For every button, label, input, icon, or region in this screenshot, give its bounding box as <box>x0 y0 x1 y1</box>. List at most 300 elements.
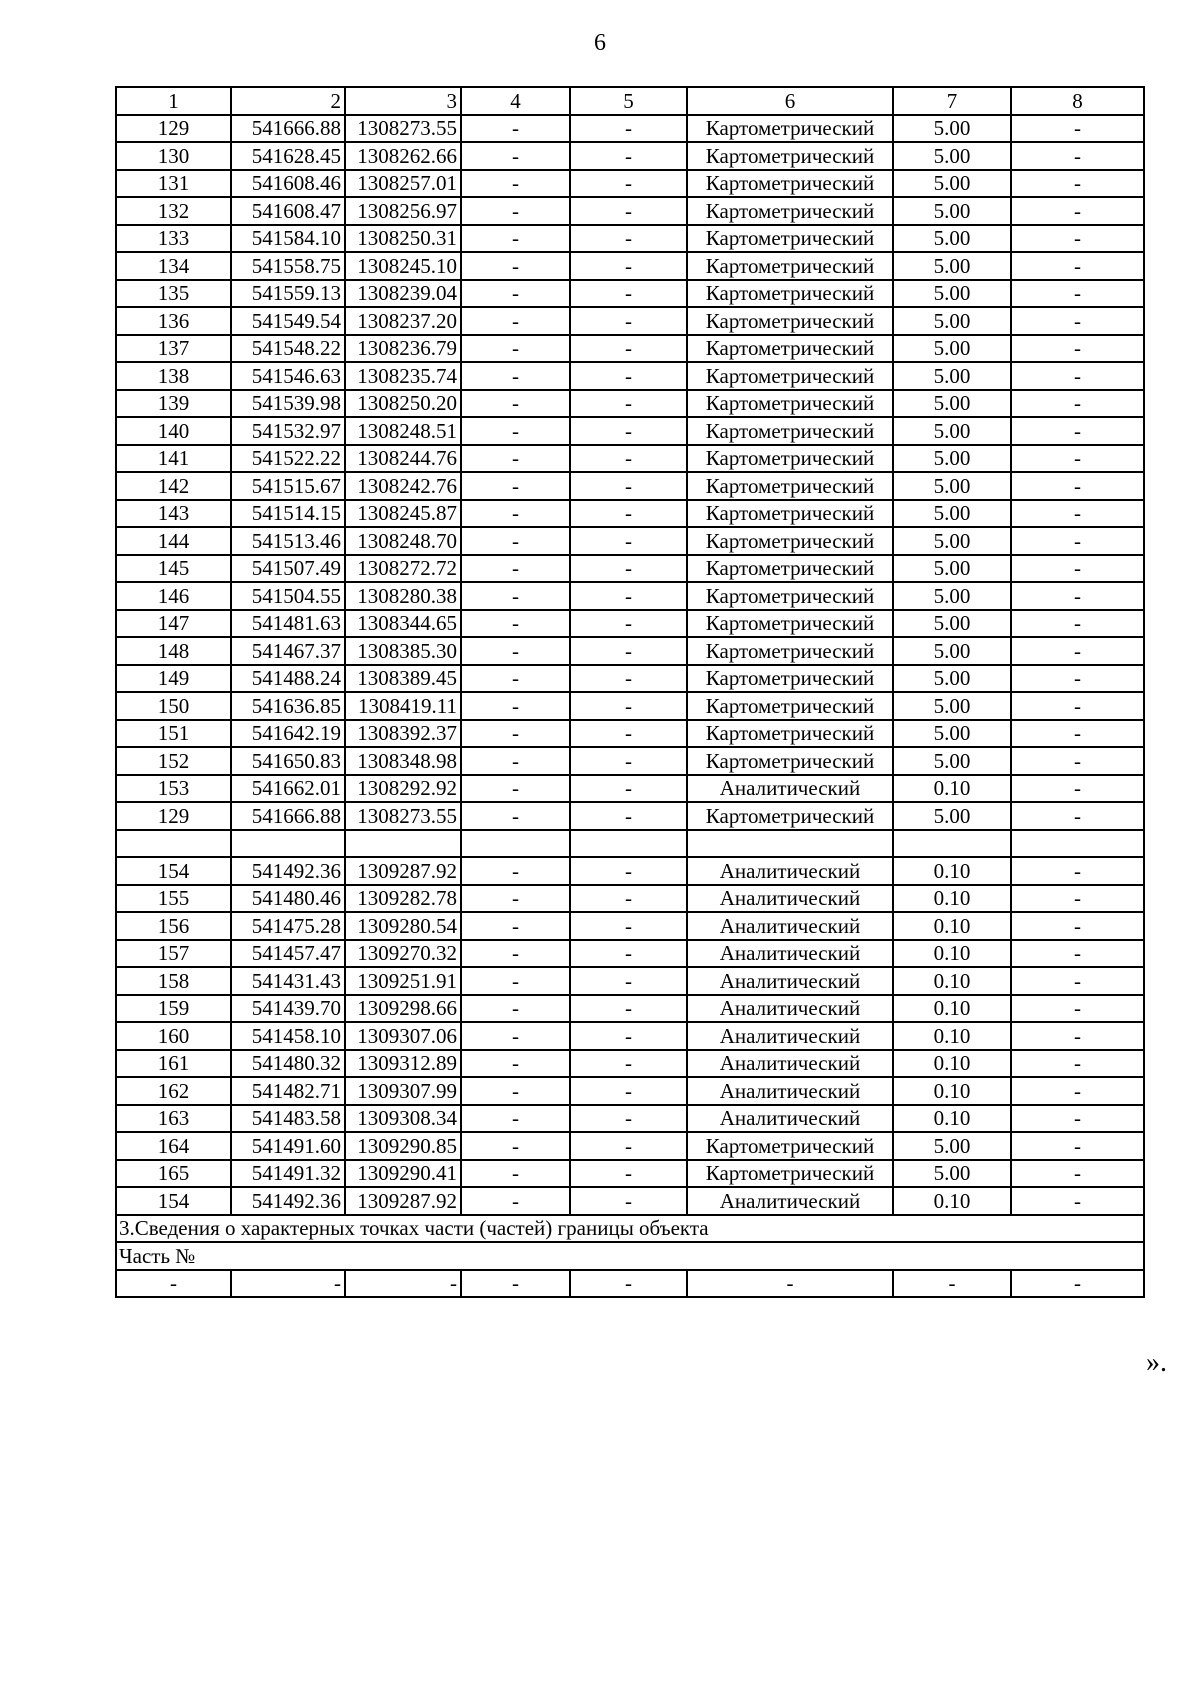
table-cell-col-8: - <box>1011 1077 1144 1105</box>
table-cell-col-6: Аналитический <box>687 775 893 803</box>
table-cell-col-2: 541532.97 <box>231 417 345 445</box>
table-cell-col-7: 5.00 <box>893 280 1011 308</box>
table-cell-col-3: 1308248.70 <box>345 527 461 555</box>
empty-cell <box>687 830 893 858</box>
table-cell-col-3: 1308280.38 <box>345 582 461 610</box>
table-cell-col-5: - <box>570 500 687 528</box>
empty-cell <box>461 830 570 858</box>
table-cell-col-2: 541522.22 <box>231 445 345 473</box>
section-3-title-row <box>116 1215 1144 1243</box>
table-cell-col-7: - <box>893 1270 1011 1298</box>
table-cell-col-8: - <box>1011 802 1144 830</box>
table-cell-col-1: 157 <box>116 940 231 968</box>
table-cell-col-2: 541480.46 <box>231 885 345 913</box>
table-cell-col-6: Картометрический <box>687 802 893 830</box>
table-cell-col-1: 155 <box>116 885 231 913</box>
table-cell-col-8: - <box>1011 225 1144 253</box>
table-cell-col-5: - <box>570 1050 687 1078</box>
table-cell-col-3: 1309280.54 <box>345 912 461 940</box>
table-cell-col-5: - <box>570 720 687 748</box>
table-cell-col-8: - <box>1011 912 1144 940</box>
table-cell-col-7: 5.00 <box>893 1132 1011 1160</box>
table-cell-col-1: 154 <box>116 1187 231 1215</box>
table-cell-col-6: Аналитический <box>687 1050 893 1078</box>
table-cell-col-4: - <box>461 1077 570 1105</box>
table-cell-col-5: - <box>570 885 687 913</box>
table-cell-col-8: - <box>1011 1270 1144 1298</box>
table-cell-col-4: - <box>461 610 570 638</box>
table-cell-col-7: 5.00 <box>893 582 1011 610</box>
table-cell-col-1: 129 <box>116 802 231 830</box>
table-cell-col-4: - <box>461 252 570 280</box>
table-cell-col-3: 3 <box>345 87 461 115</box>
table-cell-col-6: Картометрический <box>687 472 893 500</box>
table-cell-col-2: 541439.70 <box>231 995 345 1023</box>
table-cell-col-8: - <box>1011 775 1144 803</box>
table-cell-col-6: Картометрический <box>687 1132 893 1160</box>
table-cell-col-8: - <box>1011 527 1144 555</box>
table-cell-col-1: 145 <box>116 555 231 583</box>
table-cell-col-4: - <box>461 445 570 473</box>
table-cell-col-8: - <box>1011 500 1144 528</box>
table-cell-col-2: 541492.36 <box>231 857 345 885</box>
table-cell-col-8: - <box>1011 995 1144 1023</box>
table-cell-col-5: - <box>570 802 687 830</box>
table-cell-col-1: 146 <box>116 582 231 610</box>
table-cell-col-7: 5.00 <box>893 225 1011 253</box>
table-cell-col-4: - <box>461 775 570 803</box>
table-cell-col-3: 1308244.76 <box>345 445 461 473</box>
table-row <box>116 252 1144 280</box>
table-cell-col-2: 541483.58 <box>231 1105 345 1133</box>
table-cell-col-4: - <box>461 307 570 335</box>
table-cell-col-5: - <box>570 417 687 445</box>
empty-cell <box>570 830 687 858</box>
table-cell-col-1: 144 <box>116 527 231 555</box>
table-cell-col-3: 1308257.01 <box>345 170 461 198</box>
empty-cell <box>1011 830 1144 858</box>
table-row <box>116 940 1144 968</box>
table-cell-col-5: - <box>570 637 687 665</box>
table-cell-col-7: 0.10 <box>893 857 1011 885</box>
table-cell-col-7: 0.10 <box>893 940 1011 968</box>
table-cell-col-3: 1309308.34 <box>345 1105 461 1133</box>
table-cell-col-2: 541584.10 <box>231 225 345 253</box>
table-cell-col-6: Картометрический <box>687 170 893 198</box>
table-cell-col-4: - <box>461 1050 570 1078</box>
table-cell-col-6: Аналитический <box>687 1022 893 1050</box>
table-cell-col-7: 5.00 <box>893 142 1011 170</box>
table-cell-col-6: Аналитический <box>687 967 893 995</box>
closing-quote-mark: ». <box>1146 1347 1167 1378</box>
boundary-points-table-wrapper <box>115 86 1145 1298</box>
table-cell-col-4: - <box>461 170 570 198</box>
table-cell-col-6: 6 <box>687 87 893 115</box>
table-cell-col-2: 541549.54 <box>231 307 345 335</box>
table-cell-col-5: - <box>570 967 687 995</box>
table-cell-col-1: 132 <box>116 197 231 225</box>
table-cell-col-4: - <box>461 555 570 583</box>
table-cell-col-8: - <box>1011 967 1144 995</box>
table-cell-col-3: - <box>345 1270 461 1298</box>
table-cell-col-1: 150 <box>116 692 231 720</box>
table-cell-col-4: - <box>461 527 570 555</box>
table-cell-col-3: 1309290.41 <box>345 1160 461 1188</box>
table-cell-col-6: - <box>687 1270 893 1298</box>
table-cell-col-2: 2 <box>231 87 345 115</box>
table-row <box>116 912 1144 940</box>
table-cell-col-5: - <box>570 1270 687 1298</box>
table-cell-col-1: 161 <box>116 1050 231 1078</box>
table-cell-col-6: Картометрический <box>687 417 893 445</box>
table-row <box>116 747 1144 775</box>
table-cell-col-4: - <box>461 1132 570 1160</box>
table-cell-col-3: 1308250.20 <box>345 390 461 418</box>
table-cell-col-8: - <box>1011 252 1144 280</box>
table-cell-col-1: 151 <box>116 720 231 748</box>
table-cell-col-7: 5.00 <box>893 720 1011 748</box>
table-cell-col-1: 149 <box>116 665 231 693</box>
table-cell-col-3: 1309307.06 <box>345 1022 461 1050</box>
table-cell-col-3: 1308256.97 <box>345 197 461 225</box>
table-cell-col-8: - <box>1011 280 1144 308</box>
table-cell-col-3: 1308245.87 <box>345 500 461 528</box>
table-cell-col-5: - <box>570 1187 687 1215</box>
table-cell-col-4: - <box>461 940 570 968</box>
table-cell-col-7: 5.00 <box>893 555 1011 583</box>
table-cell-col-7: 0.10 <box>893 967 1011 995</box>
table-cell-col-5: - <box>570 1022 687 1050</box>
table-cell-col-2: 541507.49 <box>231 555 345 583</box>
table-cell-col-6: Картометрический <box>687 225 893 253</box>
table-cell-col-3: 1308292.92 <box>345 775 461 803</box>
table-cell-col-6: Картометрический <box>687 307 893 335</box>
table-cell-col-8: - <box>1011 362 1144 390</box>
table-cell-col-6: Картометрический <box>687 1160 893 1188</box>
table-row <box>116 885 1144 913</box>
empty-cell <box>116 830 231 858</box>
table-cell-col-2: 541488.24 <box>231 665 345 693</box>
table-cell-col-3: 1309312.89 <box>345 1050 461 1078</box>
table-cell-col-2: 541642.19 <box>231 720 345 748</box>
table-cell-col-6: Картометрический <box>687 142 893 170</box>
table-cell-col-2: 541431.43 <box>231 967 345 995</box>
empty-cell <box>893 830 1011 858</box>
table-row <box>116 170 1144 198</box>
table-cell-col-2: 541548.22 <box>231 335 345 363</box>
table-cell-col-4: 4 <box>461 87 570 115</box>
table-cell-col-8: - <box>1011 1160 1144 1188</box>
table-cell-col-6: Картометрический <box>687 362 893 390</box>
table-cell-col-6: Картометрический <box>687 720 893 748</box>
table-cell-col-5: - <box>570 857 687 885</box>
table-cell-col-2: 541480.32 <box>231 1050 345 1078</box>
table-cell-col-3: 1308419.11 <box>345 692 461 720</box>
table-cell-col-3: 1308248.51 <box>345 417 461 445</box>
table-cell-col-3: 1308262.66 <box>345 142 461 170</box>
table-row <box>116 335 1144 363</box>
table-cell-col-2: 541467.37 <box>231 637 345 665</box>
table-cell-col-4: - <box>461 362 570 390</box>
table-cell-col-8: - <box>1011 445 1144 473</box>
empty-cell <box>345 830 461 858</box>
table-cell-col-5: - <box>570 280 687 308</box>
table-cell-col-8: - <box>1011 665 1144 693</box>
table-cell-col-2: 541546.63 <box>231 362 345 390</box>
table-cell-col-3: 1309282.78 <box>345 885 461 913</box>
table-cell-col-6: Картометрический <box>687 197 893 225</box>
table-cell-col-1: 164 <box>116 1132 231 1160</box>
table-cell-col-7: 5.00 <box>893 335 1011 363</box>
table-cell-col-5: - <box>570 940 687 968</box>
table-cell-col-7: 5.00 <box>893 802 1011 830</box>
table-cell-col-6: Картометрический <box>687 445 893 473</box>
table-cell-col-4: - <box>461 472 570 500</box>
table-cell-col-1: 139 <box>116 390 231 418</box>
table-cell-col-5: - <box>570 912 687 940</box>
table-cell-col-6: Аналитический <box>687 1187 893 1215</box>
table-cell-col-8: - <box>1011 1105 1144 1133</box>
table-cell-col-6: Картометрический <box>687 280 893 308</box>
table-cell-col-7: 5.00 <box>893 170 1011 198</box>
table-cell-col-8: - <box>1011 720 1144 748</box>
table-cell-col-8: - <box>1011 115 1144 143</box>
table-cell-col-6: Картометрический <box>687 582 893 610</box>
table-cell-col-2: 541513.46 <box>231 527 345 555</box>
table-cell-col-4: - <box>461 720 570 748</box>
table-cell-col-6: Картометрический <box>687 747 893 775</box>
table-cell-col-1: 162 <box>116 1077 231 1105</box>
table-cell-col-5: - <box>570 197 687 225</box>
table-row <box>116 1022 1144 1050</box>
table-cell-col-4: - <box>461 1105 570 1133</box>
table-cell-col-1: 147 <box>116 610 231 638</box>
table-cell-col-8: - <box>1011 1132 1144 1160</box>
table-cell-col-4: - <box>461 857 570 885</box>
table-cell-col-2: 541458.10 <box>231 1022 345 1050</box>
table-cell-col-8: - <box>1011 390 1144 418</box>
separator-row <box>116 830 1144 858</box>
table-cell-col-5: - <box>570 555 687 583</box>
table-row <box>116 1132 1144 1160</box>
table-row <box>116 720 1144 748</box>
table-cell-col-2: 541636.85 <box>231 692 345 720</box>
table-row <box>116 390 1144 418</box>
table-cell-col-5: - <box>570 1105 687 1133</box>
table-row <box>116 1160 1144 1188</box>
table-cell-col-2: 541559.13 <box>231 280 345 308</box>
table-row <box>116 775 1144 803</box>
empty-cell <box>231 830 345 858</box>
table-cell-col-6: Картометрический <box>687 390 893 418</box>
table-cell-col-8: - <box>1011 142 1144 170</box>
table-cell-col-3: 1308272.72 <box>345 555 461 583</box>
table-cell-col-5: - <box>570 610 687 638</box>
table-cell-col-8: - <box>1011 747 1144 775</box>
table-cell-col-5: - <box>570 390 687 418</box>
table-cell-col-5: - <box>570 445 687 473</box>
table-cell-col-6: Аналитический <box>687 1105 893 1133</box>
table-cell-col-4: - <box>461 802 570 830</box>
table-cell-col-2: 541558.75 <box>231 252 345 280</box>
table-cell-col-7: 0.10 <box>893 775 1011 803</box>
table-cell-col-2: 541628.45 <box>231 142 345 170</box>
table-cell-col-7: 5.00 <box>893 692 1011 720</box>
table-cell-col-3: 1308245.10 <box>345 252 461 280</box>
table-row <box>116 1077 1144 1105</box>
table-row <box>116 1105 1144 1133</box>
table-cell-col-4: - <box>461 637 570 665</box>
table-cell-col-6: Картометрический <box>687 335 893 363</box>
table-cell-col-3: 1308273.55 <box>345 115 461 143</box>
table-cell-col-5: - <box>570 995 687 1023</box>
table-cell-col-4: - <box>461 1270 570 1298</box>
table-cell-col-4: - <box>461 747 570 775</box>
table-cell-col-1: 143 <box>116 500 231 528</box>
table-cell-col-1: 148 <box>116 637 231 665</box>
table-cell-col-5: - <box>570 1132 687 1160</box>
table-cell-col-8: - <box>1011 610 1144 638</box>
table-cell-col-5: - <box>570 472 687 500</box>
table-row <box>116 555 1144 583</box>
table-cell-col-1: 134 <box>116 252 231 280</box>
table-row <box>116 142 1144 170</box>
table-cell-col-2: 541492.36 <box>231 1187 345 1215</box>
table-cell-col-3: 1308273.55 <box>345 802 461 830</box>
table-cell-col-4: - <box>461 912 570 940</box>
table-cell-col-2: 541650.83 <box>231 747 345 775</box>
table-row <box>116 445 1144 473</box>
part-row <box>116 1270 1144 1298</box>
table-cell-col-1: 163 <box>116 1105 231 1133</box>
table-cell-col-4: - <box>461 335 570 363</box>
table-cell-col-2: 541475.28 <box>231 912 345 940</box>
table-cell-col-4: - <box>461 390 570 418</box>
table-cell-col-7: 5.00 <box>893 197 1011 225</box>
table-cell-col-3: 1309287.92 <box>345 1187 461 1215</box>
table-cell-col-8: - <box>1011 637 1144 665</box>
table-row <box>116 692 1144 720</box>
table-cell-col-7: 5.00 <box>893 417 1011 445</box>
table-cell-col-1: 131 <box>116 170 231 198</box>
table-cell-col-3: 1308242.76 <box>345 472 461 500</box>
table-cell-col-2: 541666.88 <box>231 115 345 143</box>
table-cell-col-4: - <box>461 1022 570 1050</box>
table-cell-col-4: - <box>461 967 570 995</box>
table-cell-col-1: 158 <box>116 967 231 995</box>
table-cell-col-5: - <box>570 142 687 170</box>
table-cell-col-2: 541481.63 <box>231 610 345 638</box>
table-cell-col-3: 1308392.37 <box>345 720 461 748</box>
table-row <box>116 582 1144 610</box>
table-cell-col-1: 156 <box>116 912 231 940</box>
table-cell-col-6: Аналитический <box>687 1077 893 1105</box>
table-row <box>116 995 1144 1023</box>
table-cell-col-7: 5.00 <box>893 747 1011 775</box>
table-cell-col-3: 1309251.91 <box>345 967 461 995</box>
table-cell-col-5: - <box>570 665 687 693</box>
table-cell-col-7: 5.00 <box>893 637 1011 665</box>
table-row <box>116 307 1144 335</box>
table-row <box>116 802 1144 830</box>
table-row <box>116 1050 1144 1078</box>
table-cell-col-7: 5.00 <box>893 390 1011 418</box>
table-cell-col-2: 541504.55 <box>231 582 345 610</box>
table-cell-col-1: 136 <box>116 307 231 335</box>
table-cell-col-8: - <box>1011 472 1144 500</box>
table-cell-col-8: - <box>1011 1187 1144 1215</box>
table-row <box>116 857 1144 885</box>
table-cell-col-4: - <box>461 1187 570 1215</box>
table-cell-col-6: Картометрический <box>687 610 893 638</box>
table-cell-col-5: - <box>570 527 687 555</box>
table-cell-col-7: 0.10 <box>893 1187 1011 1215</box>
table-cell-col-8: - <box>1011 335 1144 363</box>
table-cell-col-7: 0.10 <box>893 1022 1011 1050</box>
table-cell-col-4: - <box>461 115 570 143</box>
table-cell-col-4: - <box>461 692 570 720</box>
table-cell-col-8: - <box>1011 555 1144 583</box>
table-cell-col-4: - <box>461 1160 570 1188</box>
table-cell-col-7: 0.10 <box>893 885 1011 913</box>
table-row <box>116 280 1144 308</box>
table-cell-col-5: - <box>570 307 687 335</box>
table-cell-col-2: 541662.01 <box>231 775 345 803</box>
table-cell-col-2: 541608.47 <box>231 197 345 225</box>
table-cell-col-1: 153 <box>116 775 231 803</box>
table-row <box>116 417 1144 445</box>
table-cell-col-7: 5.00 <box>893 527 1011 555</box>
table-cell-col-1: - <box>116 1270 231 1298</box>
boundary-points-table <box>115 86 1145 1298</box>
part-number-label-row <box>116 1242 1144 1270</box>
table-cell-col-7: 0.10 <box>893 912 1011 940</box>
table-cell-col-6: Картометрический <box>687 637 893 665</box>
table-cell-col-6: Картометрический <box>687 665 893 693</box>
table-cell-col-1: 141 <box>116 445 231 473</box>
table-row <box>116 665 1144 693</box>
table-cell-col-3: 1308250.31 <box>345 225 461 253</box>
table-cell-col-6: Аналитический <box>687 912 893 940</box>
table-cell-col-6: Картометрический <box>687 555 893 583</box>
table-cell-col-2: 541608.46 <box>231 170 345 198</box>
table-cell-col-6: Картометрический <box>687 252 893 280</box>
section-3-title: 3.Сведения о характерных точках части (частей) границы объекта <box>116 1215 1144 1243</box>
table-cell-col-7: 5.00 <box>893 472 1011 500</box>
table-cell-col-8: - <box>1011 885 1144 913</box>
table-cell-col-6: Картометрический <box>687 692 893 720</box>
table-cell-col-2: 541514.15 <box>231 500 345 528</box>
table-cell-col-4: - <box>461 225 570 253</box>
table-cell-col-4: - <box>461 885 570 913</box>
table-cell-col-5: - <box>570 170 687 198</box>
table-row <box>116 115 1144 143</box>
table-cell-col-2: 541482.71 <box>231 1077 345 1105</box>
table-cell-col-5: - <box>570 747 687 775</box>
table-cell-col-7: 0.10 <box>893 1105 1011 1133</box>
table-cell-col-7: 5.00 <box>893 500 1011 528</box>
table-cell-col-2: 541491.32 <box>231 1160 345 1188</box>
table-cell-col-2: 541457.47 <box>231 940 345 968</box>
table-cell-col-3: 1308237.20 <box>345 307 461 335</box>
part-number-label: Часть № <box>116 1242 1144 1270</box>
table-cell-col-6: Аналитический <box>687 995 893 1023</box>
table-cell-col-7: 0.10 <box>893 1077 1011 1105</box>
table-cell-col-7: 0.10 <box>893 995 1011 1023</box>
table-header-row <box>116 87 1144 115</box>
table-cell-col-2: 541539.98 <box>231 390 345 418</box>
table-cell-col-4: - <box>461 197 570 225</box>
